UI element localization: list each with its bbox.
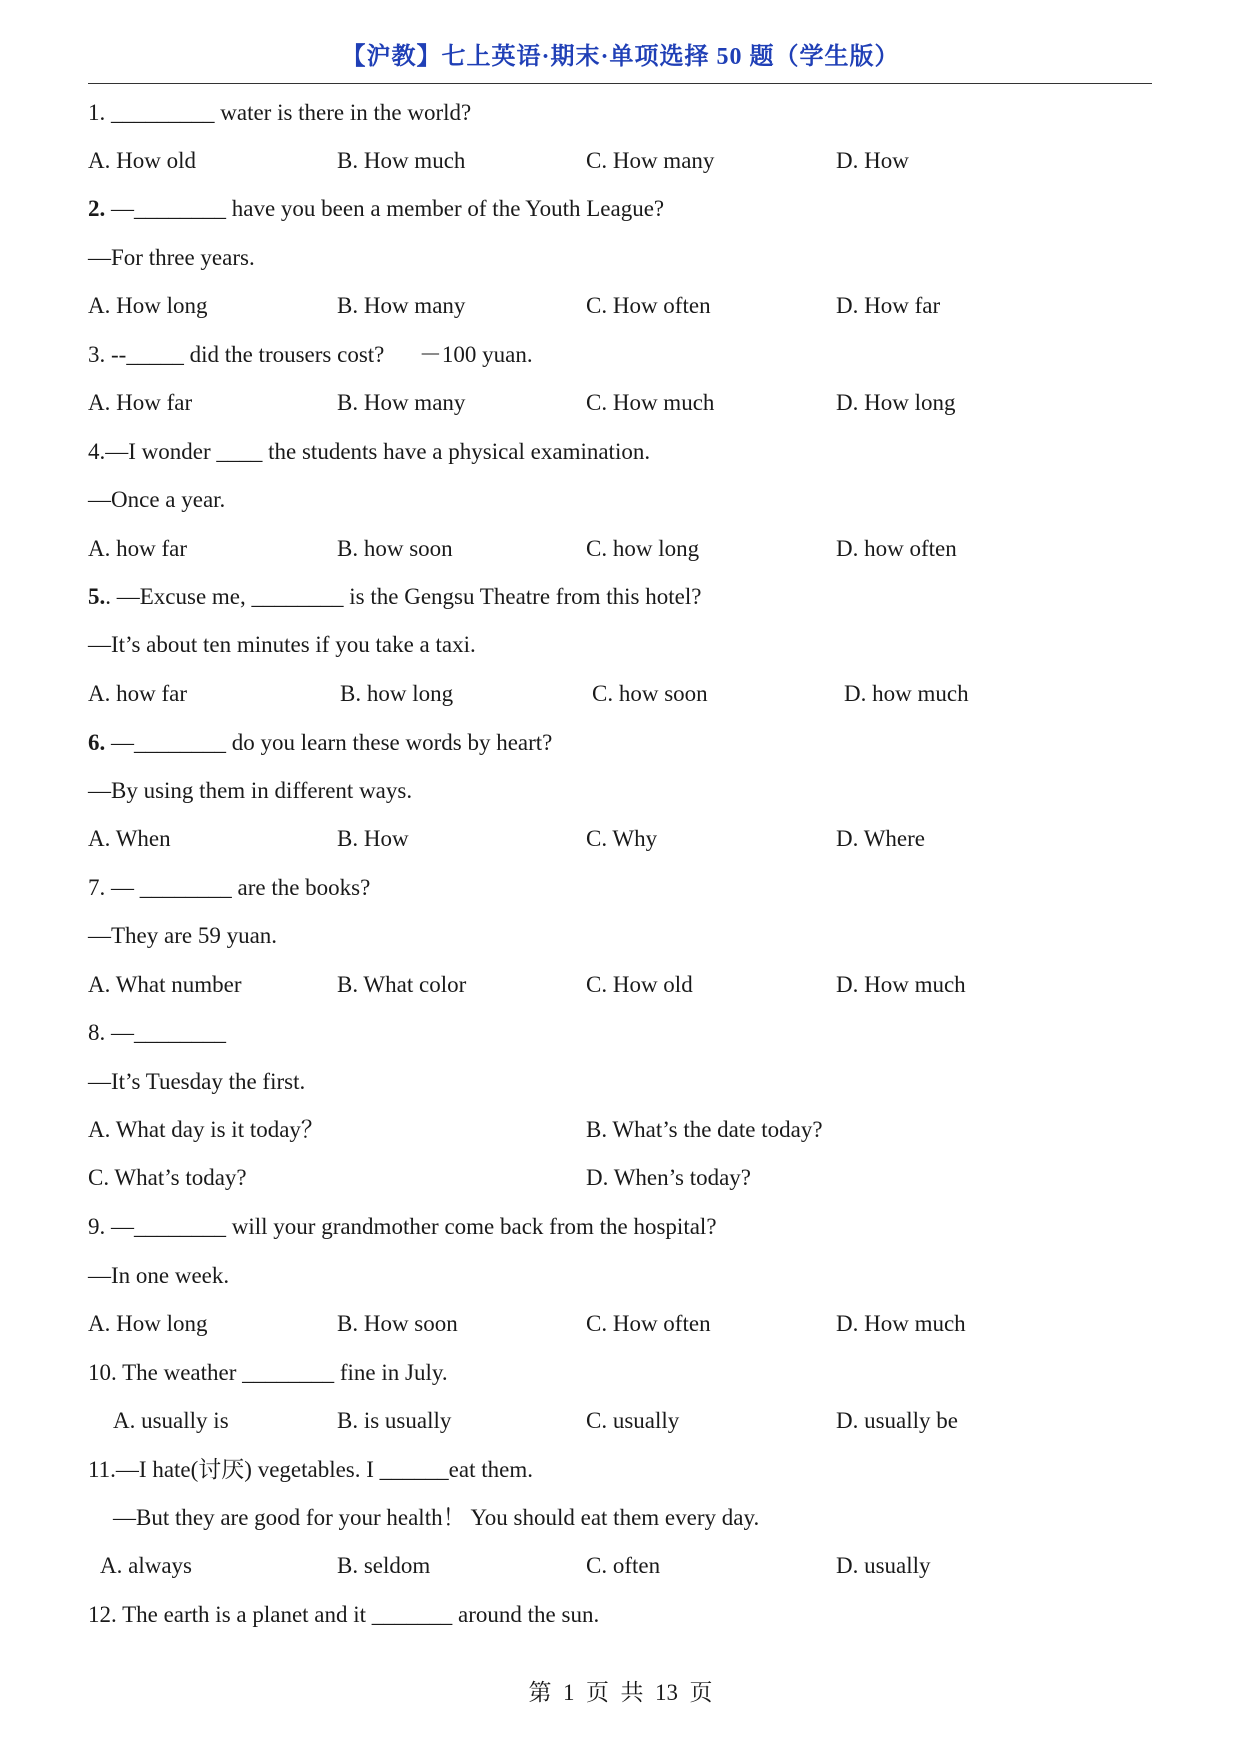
question-number: 11.: [88, 1457, 116, 1482]
question-11-stem: [88, 1455, 533, 1485]
question-text: — ________ are the books?: [105, 875, 371, 900]
question-number: 3.: [88, 342, 106, 367]
question-6-option-c: C. Why: [586, 826, 658, 851]
question-4-stem: [88, 437, 650, 467]
question-7-option-c: C. How old: [586, 972, 693, 997]
question-6-stem: [88, 728, 552, 758]
page-header-title: 【沪教】七上英语·期末·单项选择 50 题（学生版）: [341, 44, 900, 70]
question-8-option-a: A. What day is it today？: [88, 1117, 324, 1142]
question-number: 2.: [88, 196, 106, 221]
question-11-option-c: C. often: [586, 1553, 661, 1578]
question-text: The earth is a planet and it _______ around the sun.: [116, 1602, 600, 1627]
question-1-option-b: B. How much: [337, 148, 466, 173]
question-6-option-b: B. How: [337, 826, 409, 851]
question-4-option-b: B. how soon: [337, 536, 453, 561]
question-3-option-a: A. How far: [88, 390, 193, 415]
question-10-option-a: A. usually is: [113, 1408, 229, 1433]
question-text: —________ have you been a member of the Youth League?: [105, 196, 665, 221]
question-5-option-d: D. how much: [844, 681, 969, 706]
question-7-answer-line: —They are 59 yuan.: [88, 923, 278, 948]
question-text: _________ water is there in the world?: [105, 100, 472, 125]
question-number: 10.: [88, 1360, 117, 1385]
question-11-option-b: B. seldom: [337, 1553, 431, 1578]
question-2-option-c: C. How often: [586, 293, 711, 318]
header-divider: [88, 83, 1152, 84]
question-4-option-a: A. how far: [88, 536, 187, 561]
question-number: 8.: [88, 1020, 106, 1045]
question-5-answer-line: —It’s about ten minutes if you take a taxi.: [88, 632, 476, 657]
question-8-stem: [88, 1018, 226, 1048]
question-5-option-a: A. how far: [88, 681, 187, 706]
question-7-option-b: B. What color: [337, 972, 467, 997]
question-11-option-a: A. always: [100, 1553, 192, 1578]
question-2-stem: [88, 194, 664, 224]
page-number-footer: 第 1 页 共 13 页: [528, 1680, 713, 1705]
question-10-option-d: D. usually be: [836, 1408, 959, 1433]
question-number: 5.: [88, 584, 106, 609]
question-12-stem: [88, 1600, 599, 1630]
question-text: --_____ did the trousers cost? －100 yuan.: [105, 342, 533, 367]
question-9-option-a: A. How long: [88, 1311, 208, 1336]
question-2-option-d: D. How far: [836, 293, 941, 318]
question-10-option-b: B. is usually: [337, 1408, 452, 1433]
question-text: . —Excuse me, ________ is the Gengsu Theatre from this hotel?: [105, 584, 702, 609]
question-text: —________ will your grandmother come back from the hospital?: [105, 1214, 717, 1239]
question-1-option-a: A. How old: [88, 148, 196, 173]
question-number: 1.: [88, 100, 106, 125]
question-11-option-d: D. usually: [836, 1553, 931, 1578]
question-8-option-c: C. What’s today?: [88, 1165, 247, 1190]
question-9-option-d: D. How much: [836, 1311, 966, 1336]
question-1-stem: [88, 98, 471, 128]
question-4-option-d: D. how often: [836, 536, 957, 561]
question-9-stem: [88, 1212, 717, 1242]
question-8-option-b: B. What’s the date today?: [586, 1117, 823, 1142]
question-4-option-c: C. how long: [586, 536, 700, 561]
question-2-option-a: A. How long: [88, 293, 208, 318]
question-4-answer-line: —Once a year.: [88, 487, 226, 512]
question-text: —I hate(讨厌) vegetables. I ______eat them.: [115, 1457, 533, 1482]
question-9-answer-line: —In one week.: [88, 1263, 230, 1288]
question-6-option-a: A. When: [88, 826, 171, 851]
question-2-answer-line: —For three years.: [88, 245, 255, 270]
question-6-option-d: D. Where: [836, 826, 925, 851]
question-11-answer-line: —But they are good for your health！ You should eat them every day.: [113, 1505, 760, 1530]
question-10-stem: [88, 1358, 448, 1388]
question-1-option-c: C. How many: [586, 148, 715, 173]
question-8-option-d: D. When’s today?: [586, 1165, 752, 1190]
question-9-option-c: C. How often: [586, 1311, 711, 1336]
question-3-option-b: B. How many: [337, 390, 466, 415]
question-10-option-c: C. usually: [586, 1408, 680, 1433]
question-text: —________ do you learn these words by heart?: [105, 730, 553, 755]
question-9-option-b: B. How soon: [337, 1311, 458, 1336]
question-text: —I wonder ____ the students have a physical examination.: [105, 439, 651, 464]
question-number: 4.: [88, 439, 106, 464]
question-2-option-b: B. How many: [337, 293, 466, 318]
question-7-option-d: D. How much: [836, 972, 966, 997]
question-1-option-d: D. How: [836, 148, 909, 173]
question-7-stem: [88, 873, 370, 903]
question-text: —________: [105, 1020, 226, 1045]
question-5-option-c: C. how soon: [592, 681, 708, 706]
question-6-answer-line: —By using them in different ways.: [88, 778, 413, 803]
question-7-option-a: A. What number: [88, 972, 242, 997]
question-number: 6.: [88, 730, 106, 755]
question-text: The weather ________ fine in July.: [116, 1360, 448, 1385]
question-3-option-d: D. How long: [836, 390, 956, 415]
question-number: 7.: [88, 875, 106, 900]
question-3-option-c: C. How much: [586, 390, 715, 415]
question-8-answer-line: —It’s Tuesday the first.: [88, 1069, 306, 1094]
question-3-stem: [88, 340, 533, 370]
question-number: 12.: [88, 1602, 117, 1627]
question-5-stem: [88, 582, 701, 612]
question-number: 9.: [88, 1214, 106, 1239]
question-5-option-b: B. how long: [340, 681, 454, 706]
